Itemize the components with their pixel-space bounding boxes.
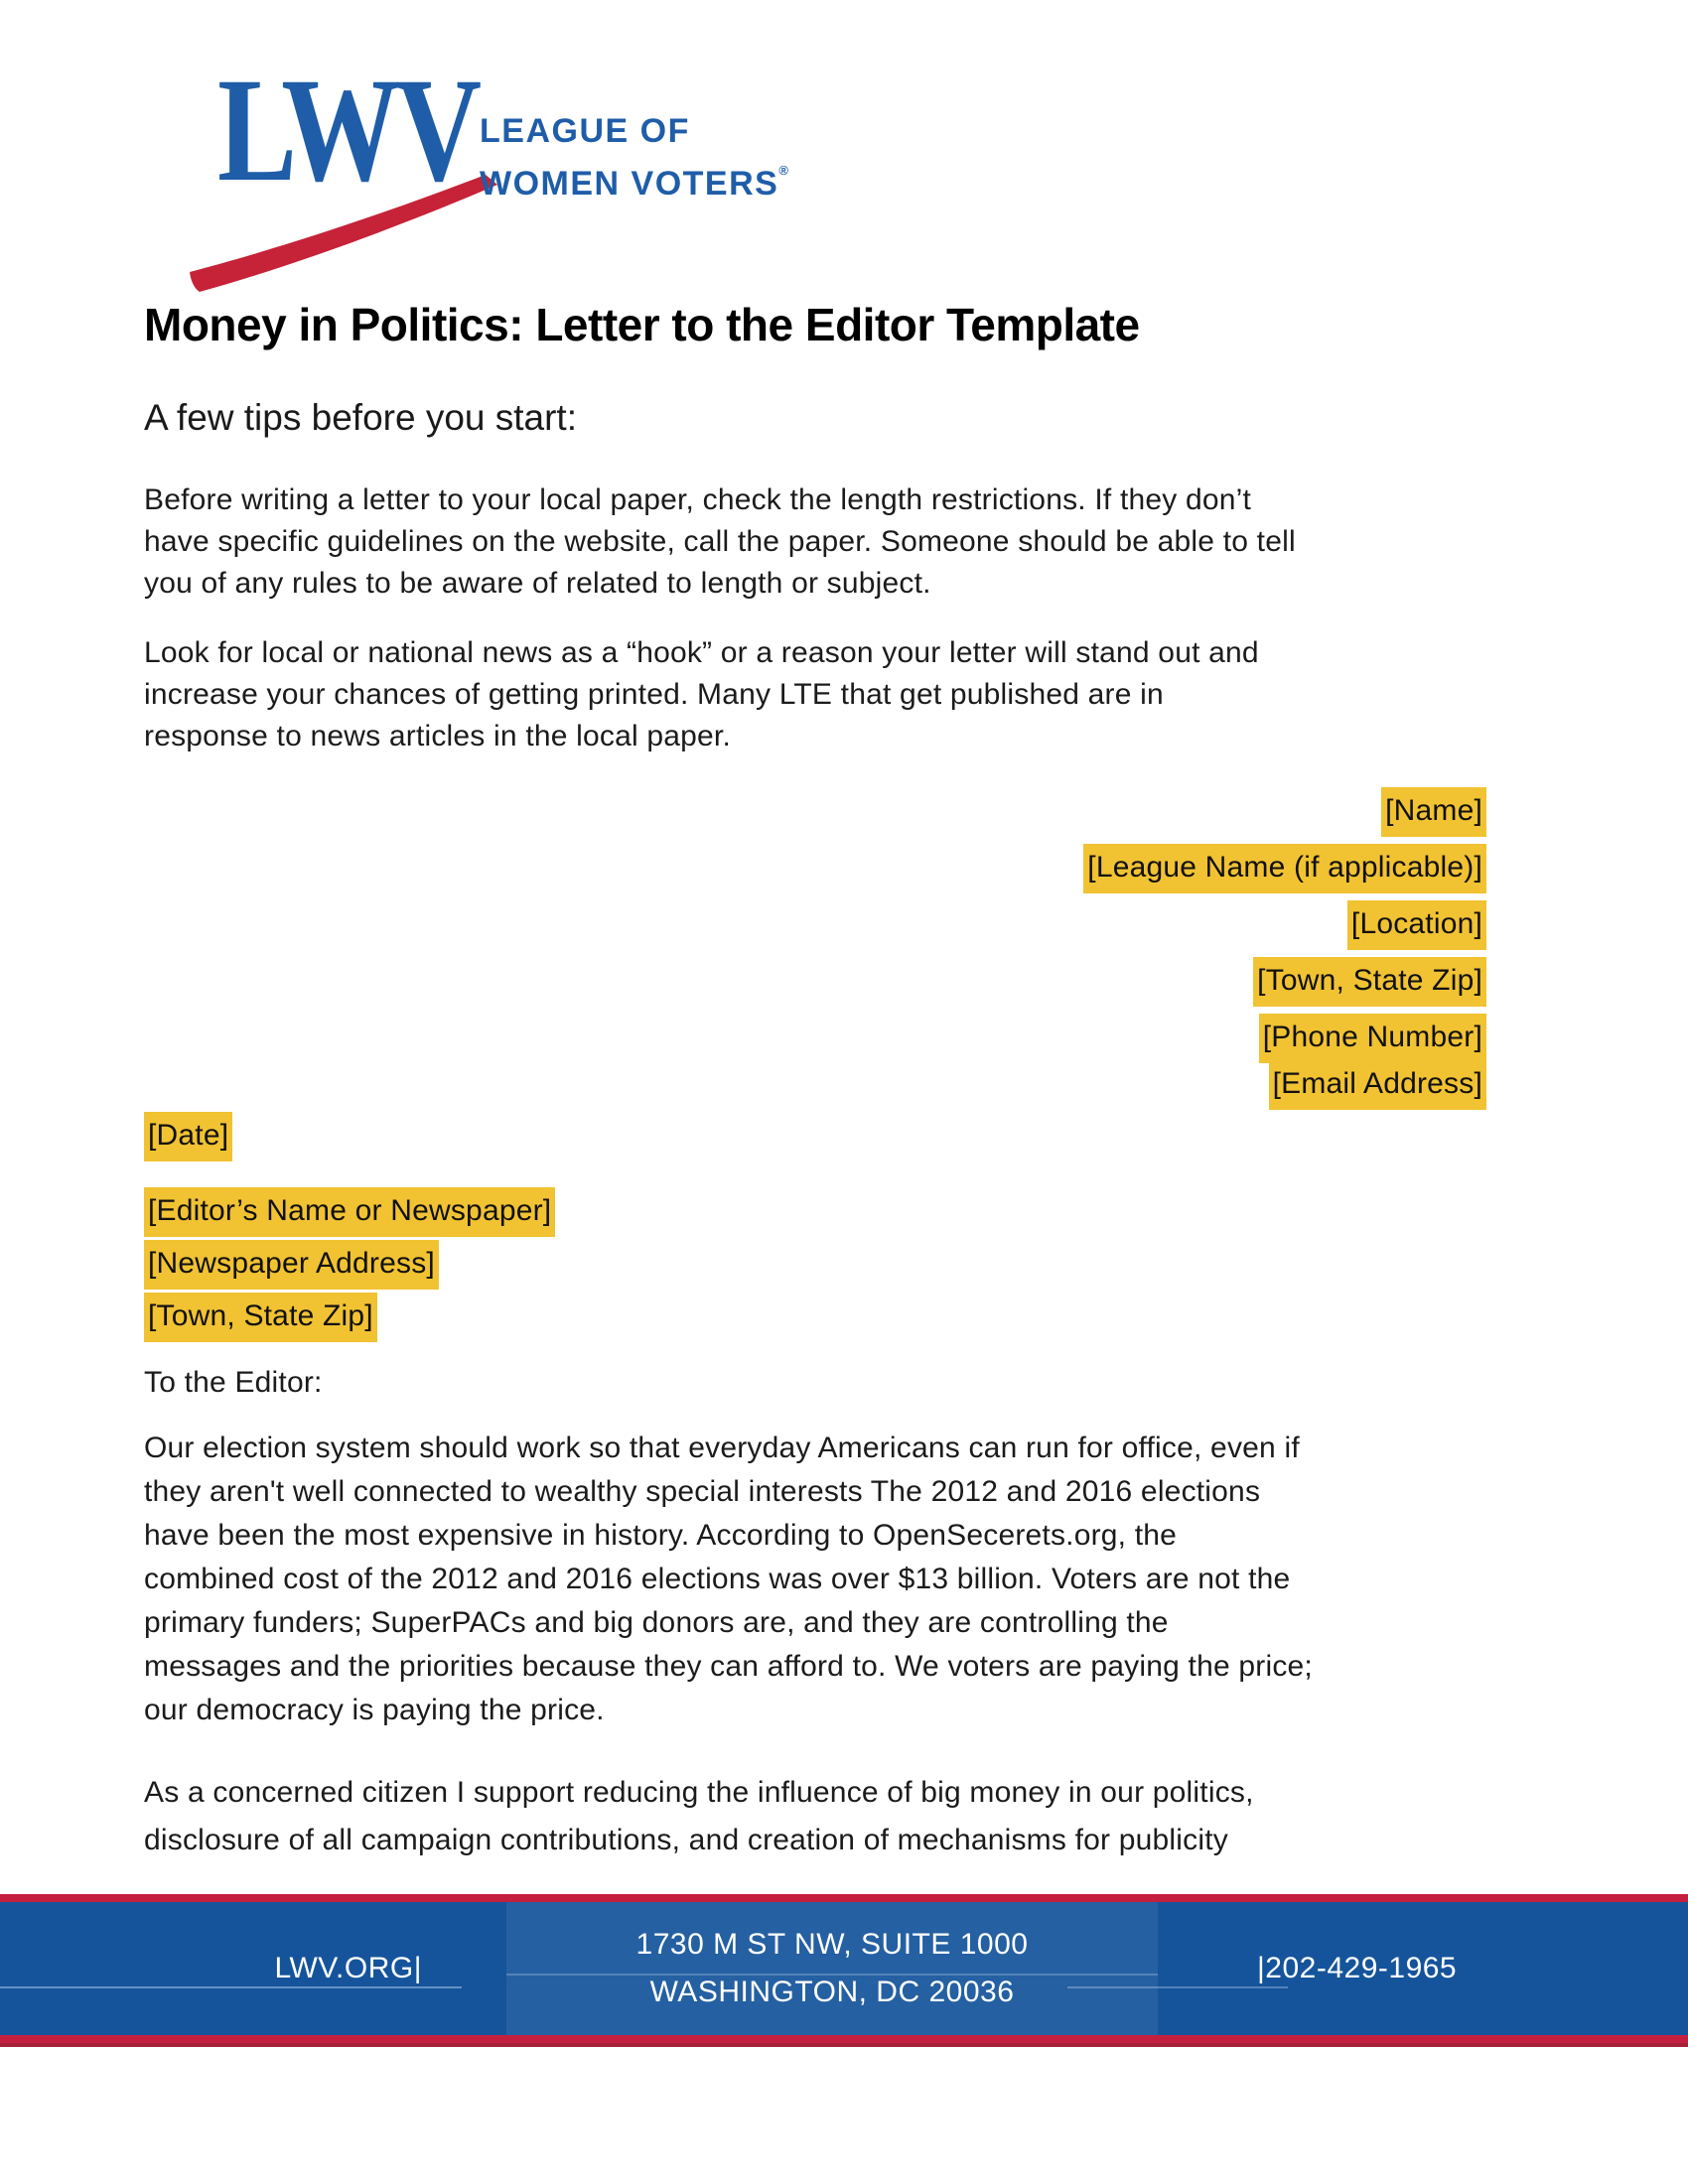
editor-name-placeholder-field[interactable]: [Editor’s Name or Newspaper] — [144, 1187, 555, 1237]
league-name-placeholder-field[interactable]: [League Name (if applicable)] — [1083, 844, 1486, 893]
phone-number-placeholder-field[interactable]: [Phone Number] — [1259, 1014, 1486, 1063]
text-line: our democracy is paying the price. — [144, 1694, 605, 1726]
text-line: messages and the priorities because they can afford to. We voters are paying the price; — [144, 1650, 1313, 1683]
footer-phone: |202-429-1965 — [1257, 1952, 1458, 1984]
placeholder-line — [1083, 844, 1486, 893]
location-placeholder-field[interactable]: [Location] — [1347, 900, 1486, 950]
email-address-placeholder-field[interactable]: [Email Address] — [1269, 1060, 1486, 1110]
footer-bottom-red-stripe — [0, 2035, 1688, 2043]
footer-right-cell — [1158, 1902, 1688, 2035]
text-line: they aren't well connected to wealthy special interests The 2012 and 2016 elections — [144, 1475, 1261, 1508]
letter-paragraph-1 — [144, 1427, 1574, 1732]
text-line: combined cost of the 2012 and 2016 elections was over $13 billion. Voters are not the — [144, 1563, 1291, 1595]
footer-top-red-stripe — [0, 1894, 1688, 1902]
placeholder-line — [1083, 1060, 1486, 1110]
text-line: disclosure of all campaign contributions, and creation of mechanisms for publicity — [144, 1824, 1228, 1856]
date-placeholder-line — [144, 1112, 232, 1161]
footer-address-line1: 1730 M ST NW, SUITE 1000 — [635, 1928, 1029, 1961]
placeholder-line — [1083, 787, 1486, 837]
salutation: To the Editor: — [144, 1366, 323, 1399]
sender-placeholder-block — [1083, 787, 1486, 1117]
text-line: have been the most expensive in history. According to OpenSecerets.org, the — [144, 1519, 1178, 1552]
town-state-zip-placeholder-field[interactable]: [Town, State Zip] — [1253, 957, 1486, 1007]
placeholder-line — [144, 1187, 555, 1237]
footer-website: LWV.ORG| — [274, 1952, 422, 1984]
lwv-logo — [154, 48, 790, 280]
placeholder-line — [1083, 900, 1486, 950]
registered-mark: ® — [778, 163, 790, 178]
tips-paragraph-1 — [144, 479, 1574, 605]
placeholder-line — [144, 1240, 555, 1290]
placeholder-line — [1083, 957, 1486, 1007]
tips-paragraph-2 — [144, 632, 1574, 757]
newspaper-address-placeholder-field[interactable]: [Newspaper Address] — [144, 1240, 439, 1290]
recipient-town-state-zip-placeholder-field[interactable]: [Town, State Zip] — [144, 1293, 377, 1342]
text-line: Before writing a letter to your local paper, check the length restrictions. If they don’t — [144, 483, 1252, 516]
recipient-placeholder-block — [144, 1187, 555, 1345]
text-line: you of any rules to be aware of related to length or subject. — [144, 567, 931, 600]
logo-wordmark-line1: LEAGUE OF — [480, 112, 690, 150]
footer-bottom-dark-stripe — [0, 2043, 1688, 2047]
text-line: As a concerned citizen I support reducing the influence of big money in our politics, — [144, 1776, 1254, 1809]
footer-address-cell — [506, 1902, 1158, 2035]
text-line: Our election system should work so that everyday Americans can run for office, even if — [144, 1432, 1300, 1464]
logo-acronym: LWV — [217, 48, 478, 212]
logo-wordmark-line2: WOMEN VOTERS® — [480, 163, 790, 203]
page-title: Money in Politics: Letter to the Editor Template — [144, 299, 1140, 350]
text-line: have specific guidelines on the website, call the paper. Someone should be able to tell — [144, 525, 1296, 558]
letter-paragraph-2 — [144, 1769, 1574, 1864]
name-placeholder-field[interactable]: [Name] — [1381, 787, 1486, 837]
text-line: primary funders; SuperPACs and big donors are, and they are controlling the — [144, 1606, 1169, 1639]
footer-address-line2: WASHINGTON, DC 20036 — [649, 1976, 1015, 2008]
date-placeholder-field[interactable]: [Date] — [144, 1112, 232, 1161]
placeholder-line — [144, 1293, 555, 1342]
footer-left-cell — [0, 1902, 506, 2035]
logo-wordmark — [480, 111, 789, 204]
placeholder-line — [1083, 1014, 1486, 1063]
text-line: increase your chances of getting printed. Many LTE that get published are in — [144, 678, 1164, 711]
text-line: response to news articles in the local paper. — [144, 720, 731, 752]
tips-heading: A few tips before you start: — [144, 397, 577, 438]
text-line: Look for local or national news as a “hook” or a reason your letter will stand out and — [144, 636, 1259, 669]
